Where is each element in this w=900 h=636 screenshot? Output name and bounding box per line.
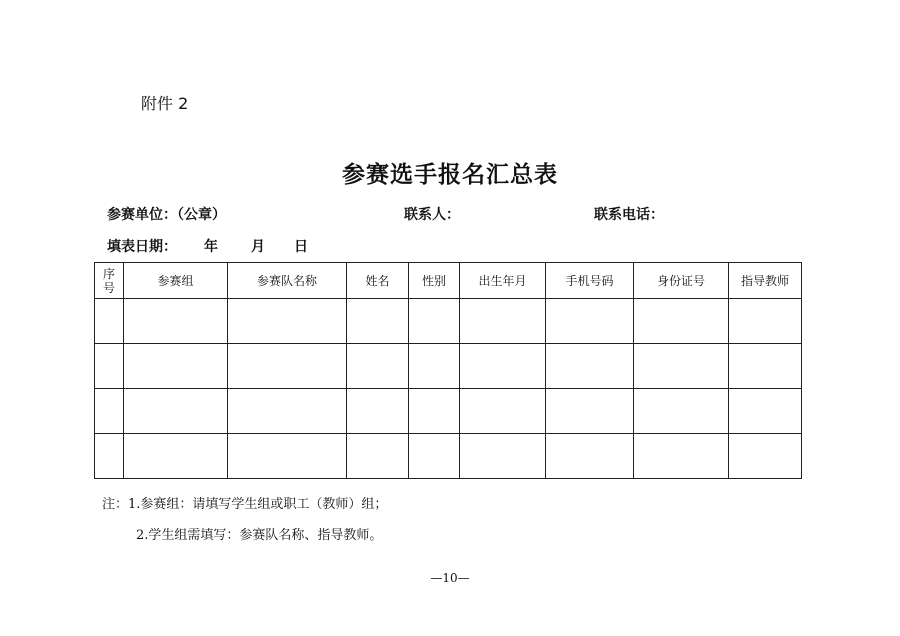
month-label: 月 [251, 239, 265, 255]
day-label: 日 [294, 239, 308, 255]
table-cell[interactable] [347, 344, 409, 389]
table-cell[interactable] [347, 434, 409, 479]
table-cell[interactable] [634, 299, 729, 344]
table-cell[interactable] [228, 389, 347, 434]
table-cell[interactable] [228, 344, 347, 389]
table-cell[interactable] [124, 389, 228, 434]
phone-label: 联系电话： [594, 207, 664, 223]
table-cell[interactable] [634, 389, 729, 434]
attachment-label: 附件 2 [141, 94, 189, 113]
col-header-advisor: 指导教师 [729, 263, 802, 299]
table-cell[interactable] [409, 344, 460, 389]
year-label: 年 [204, 239, 218, 255]
table-cell[interactable] [228, 434, 347, 479]
table-cell[interactable] [124, 299, 228, 344]
table-cell[interactable] [228, 299, 347, 344]
table-cell[interactable] [409, 389, 460, 434]
table-cell[interactable] [347, 389, 409, 434]
unit-label: 参赛单位：（公章） [107, 207, 226, 223]
table-cell[interactable] [729, 344, 802, 389]
col-header-phone: 手机号码 [546, 263, 634, 299]
table-cell[interactable] [409, 434, 460, 479]
table-cell[interactable] [546, 344, 634, 389]
table-cell[interactable] [95, 299, 124, 344]
table-cell[interactable] [546, 389, 634, 434]
table-header-row [95, 263, 802, 299]
document-title: 参赛选手报名汇总表 [342, 161, 558, 188]
table-cell[interactable] [124, 344, 228, 389]
col-header-group: 参赛组 [124, 263, 228, 299]
table-cell[interactable] [95, 389, 124, 434]
col-header-birth: 出生年月 [460, 263, 546, 299]
col-header-team-name: 参赛队名称 [228, 263, 347, 299]
registration-table [94, 262, 802, 479]
contact-label: 联系人： [404, 207, 460, 223]
table-row [95, 389, 802, 434]
table-cell[interactable] [460, 389, 546, 434]
fill-date-label: 填表日期： [107, 239, 177, 255]
table-cell[interactable] [634, 344, 729, 389]
table-cell[interactable] [409, 299, 460, 344]
table-cell[interactable] [460, 344, 546, 389]
table-cell[interactable] [634, 434, 729, 479]
note-2: 2.学生组需填写：参赛队名称、指导教师。 [136, 528, 383, 543]
table-cell[interactable] [95, 344, 124, 389]
table-cell[interactable] [546, 299, 634, 344]
col-header-index: 序号 [95, 263, 124, 299]
table-row [95, 344, 802, 389]
table-cell[interactable] [347, 299, 409, 344]
col-header-gender: 性别 [409, 263, 460, 299]
table-cell[interactable] [729, 434, 802, 479]
col-header-id-number: 身份证号 [634, 263, 729, 299]
table-cell[interactable] [729, 389, 802, 434]
table-cell[interactable] [729, 299, 802, 344]
table-cell[interactable] [124, 434, 228, 479]
page-number: —10— [430, 571, 470, 585]
col-header-name: 姓名 [347, 263, 409, 299]
table-cell[interactable] [460, 434, 546, 479]
table-cell[interactable] [95, 434, 124, 479]
table-row [95, 434, 802, 479]
table-cell[interactable] [546, 434, 634, 479]
table-row [95, 299, 802, 344]
table-cell[interactable] [460, 299, 546, 344]
note-1: 注：1.参赛组：请填写学生组或职工（教师）组； [102, 497, 388, 512]
